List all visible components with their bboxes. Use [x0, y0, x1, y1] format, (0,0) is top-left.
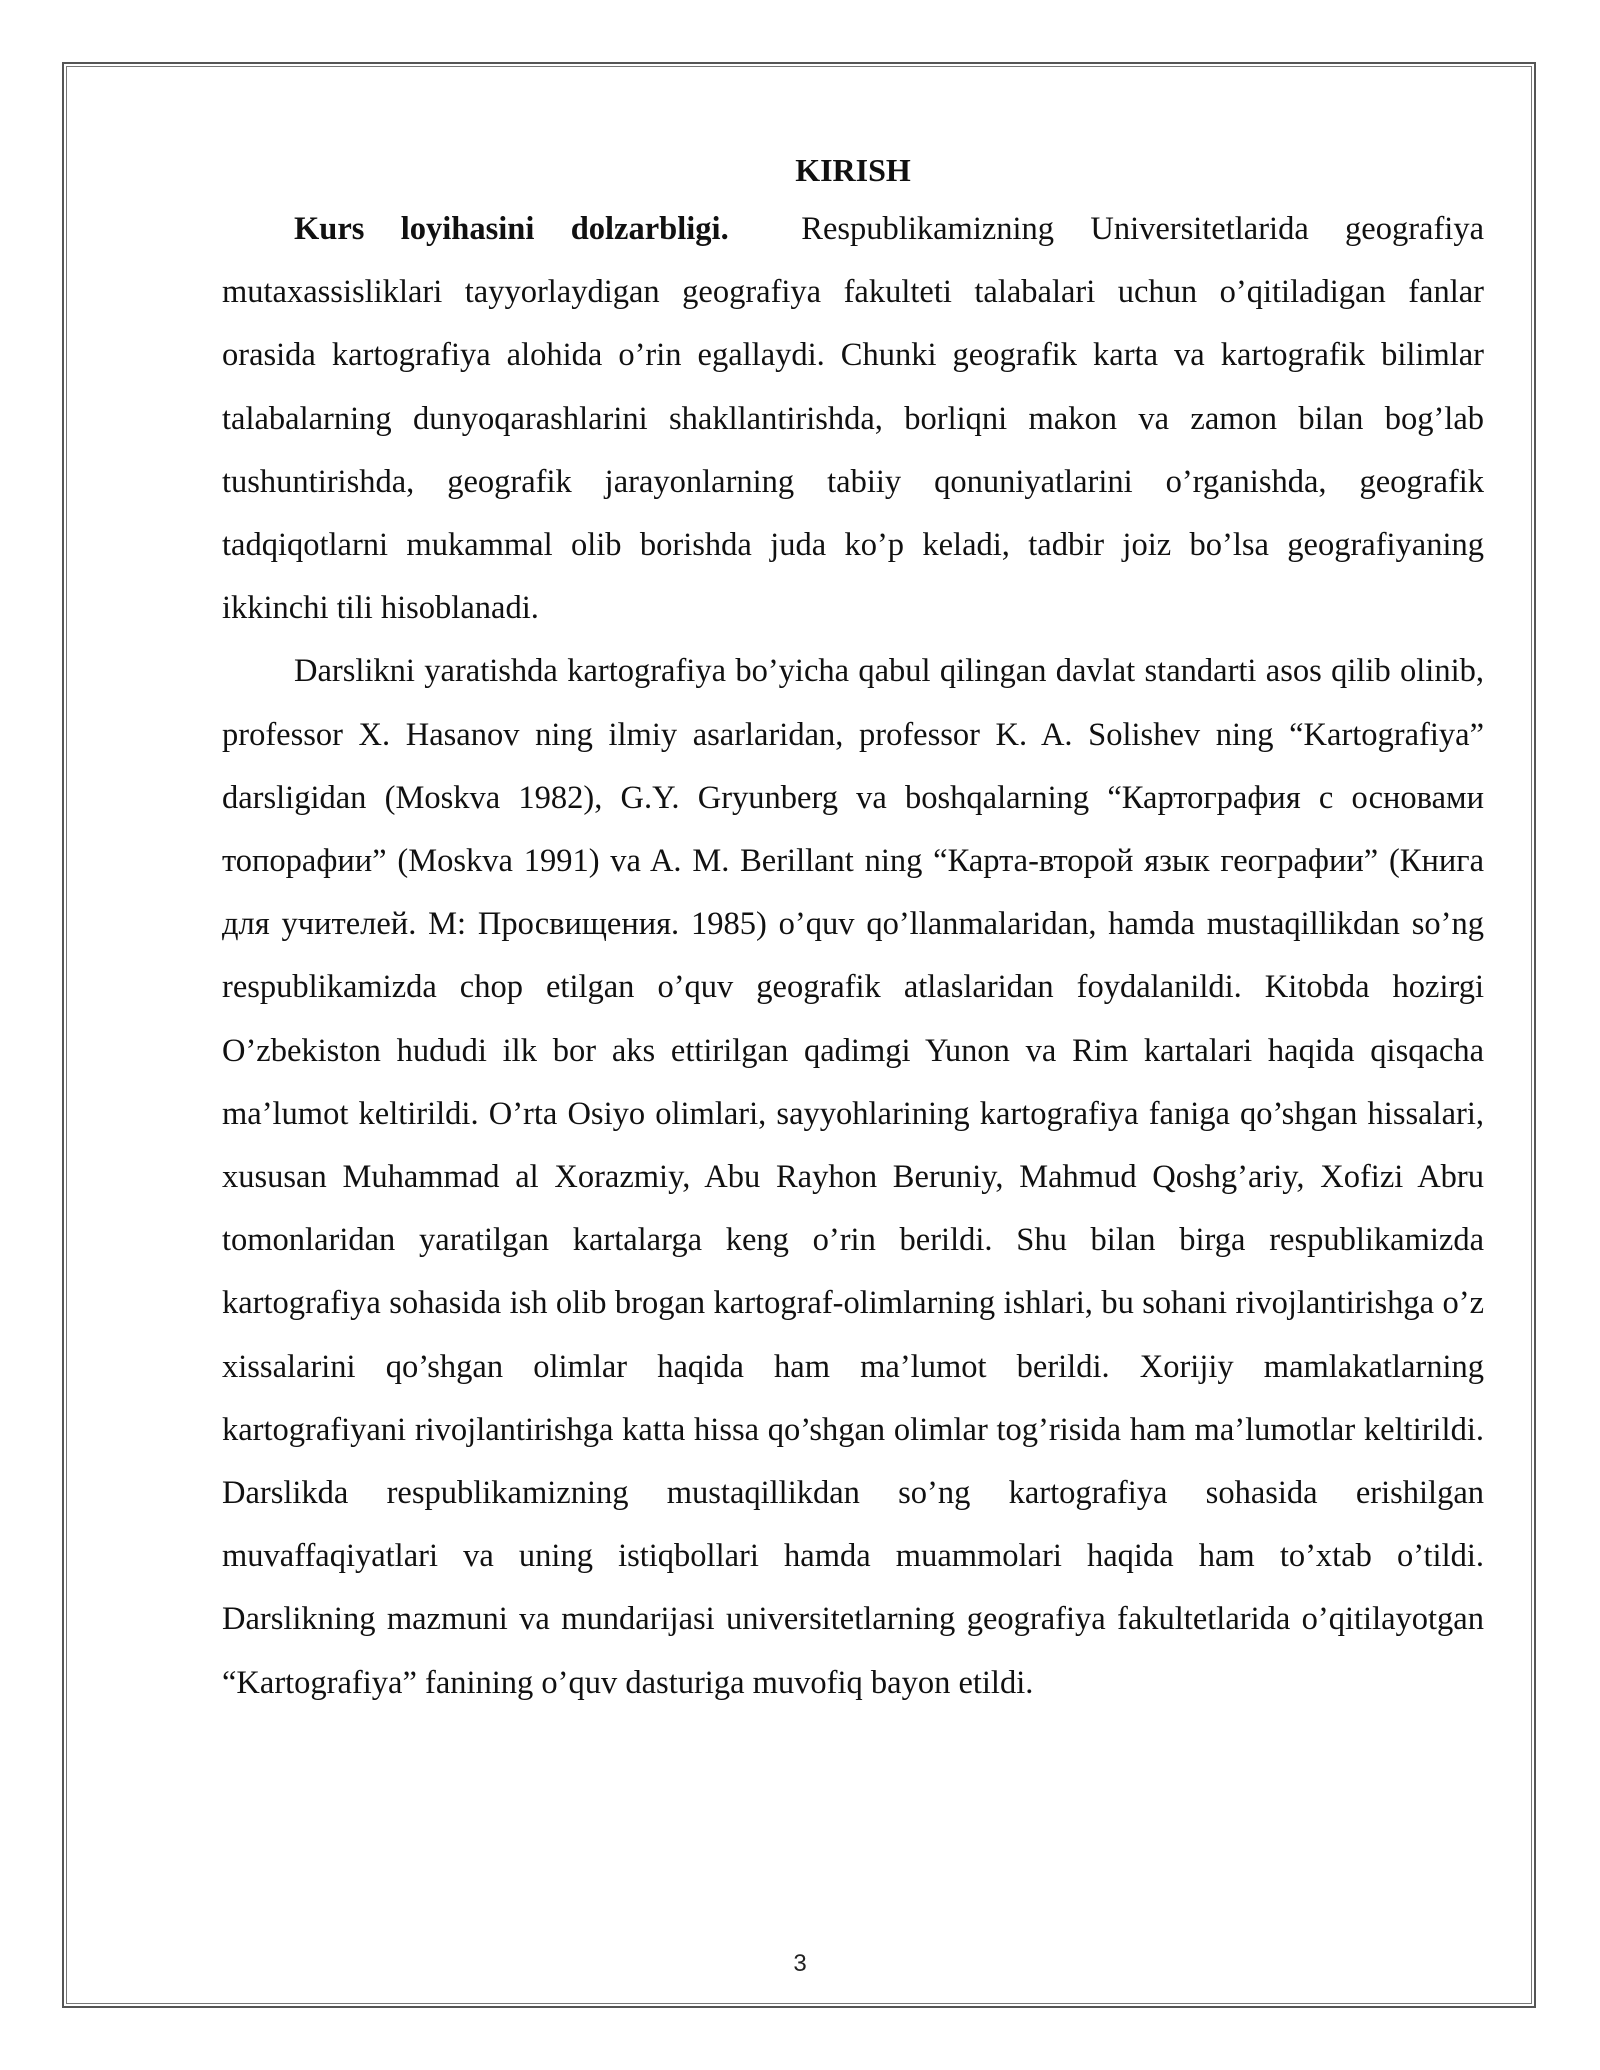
paragraph-sources: Darslikni yaratishda kartografiya bo’yicha qabul qilingan davlat standarti asos qilib olinib, professor X. Hasanov ning ilmiy asarlaridan, professor K. A. Solishev ning “Kartografiya” darsligidan (Moskva 1982), G.Y. Gryunberg va boshqalarning “Картография с основами топорафии” (Moskva 1991) va A. M. Berillant ning “Карта-второй язык географии” (Книга для учителей. М: Просвищения. 1985) o’quv qo’llanmalaridan, hamda mustaqillikdan so’ng respublikamizda chop etilgan o’quv geografik atlaslaridan foydalanildi. Kitobda hozirgi O’zbekiston hududi ilk bor aks ettirilgan qadimgi Yunon va Rim kartalari haqida qisqacha ma’lumot keltirildi. O’rta Osiyo olimlari, sayyohlarining kartografiya faniga qo’shgan hissalari, xususan Muhammad al Xorazmiy, Abu Rayhon Beruniy, Mahmud Qoshg’ariy, Xofizi Abru tomonlaridan yaratilgan kartalarga keng o’rin berildi. Shu bilan birga respublikamizda kartografiya sohasida ish olib brogan kartograf-olimlarning ishlari, bu sohani rivojlantirishga o’z xissalarini qo’shgan olimlar haqida ham ma’lumot berildi. Xorijiy mamlakatlarning kartografiyani rivojlantirishga katta hissa qo’shgan olimlar tog’risida ham ma’lumotlar keltirildi. Darslikda respublikamizning mustaqillikdan so’ng kartografiya sohasida erishilgan muvaffaqiyatlari va uning istiqbollari hamda muammolari haqida ham to’xtab o’tildi. Darslikning mazmuni va mundarijasi universitetlarning geografiya fakultetlarida o’qitilayotgan “Kartografiya” fanining o’quv dasturiga muvofiq bayon etildi.	[222, 653, 1484, 1701]
page-number: 3	[793, 1950, 807, 1977]
page-content	[222, 148, 1493, 1715]
paragraph-relevance-text: Respublikamizning Universitetlarida geografiya mutaxassisliklari tayyorlaydigan geografiya fakulteti talabalari uchun o’qitiladigan fanlar orasida kartografiya alohida o’rin egallaydi. Chunki geografik karta va kartografik bilimlar talabalarning dunyoqarashlarini shakllantirishda, borliqni makon va zamon bilan bog’lab tushuntirishda, geografik jarayonlarning tabiiy qonuniyatlarini o’rganishda, geografik tadqiqotlarni mukammal olib borishda juda ko’p keladi, tadbir joiz bo’lsa geografiyaning ikkinchi tili hisoblanadi.	[222, 211, 1493, 627]
paragraph-relevance	[222, 198, 1493, 640]
paragraph-lead-heading: Kurs loyihasini dolzarbligi.	[294, 211, 729, 247]
page-title: KIRISH	[795, 152, 911, 188]
